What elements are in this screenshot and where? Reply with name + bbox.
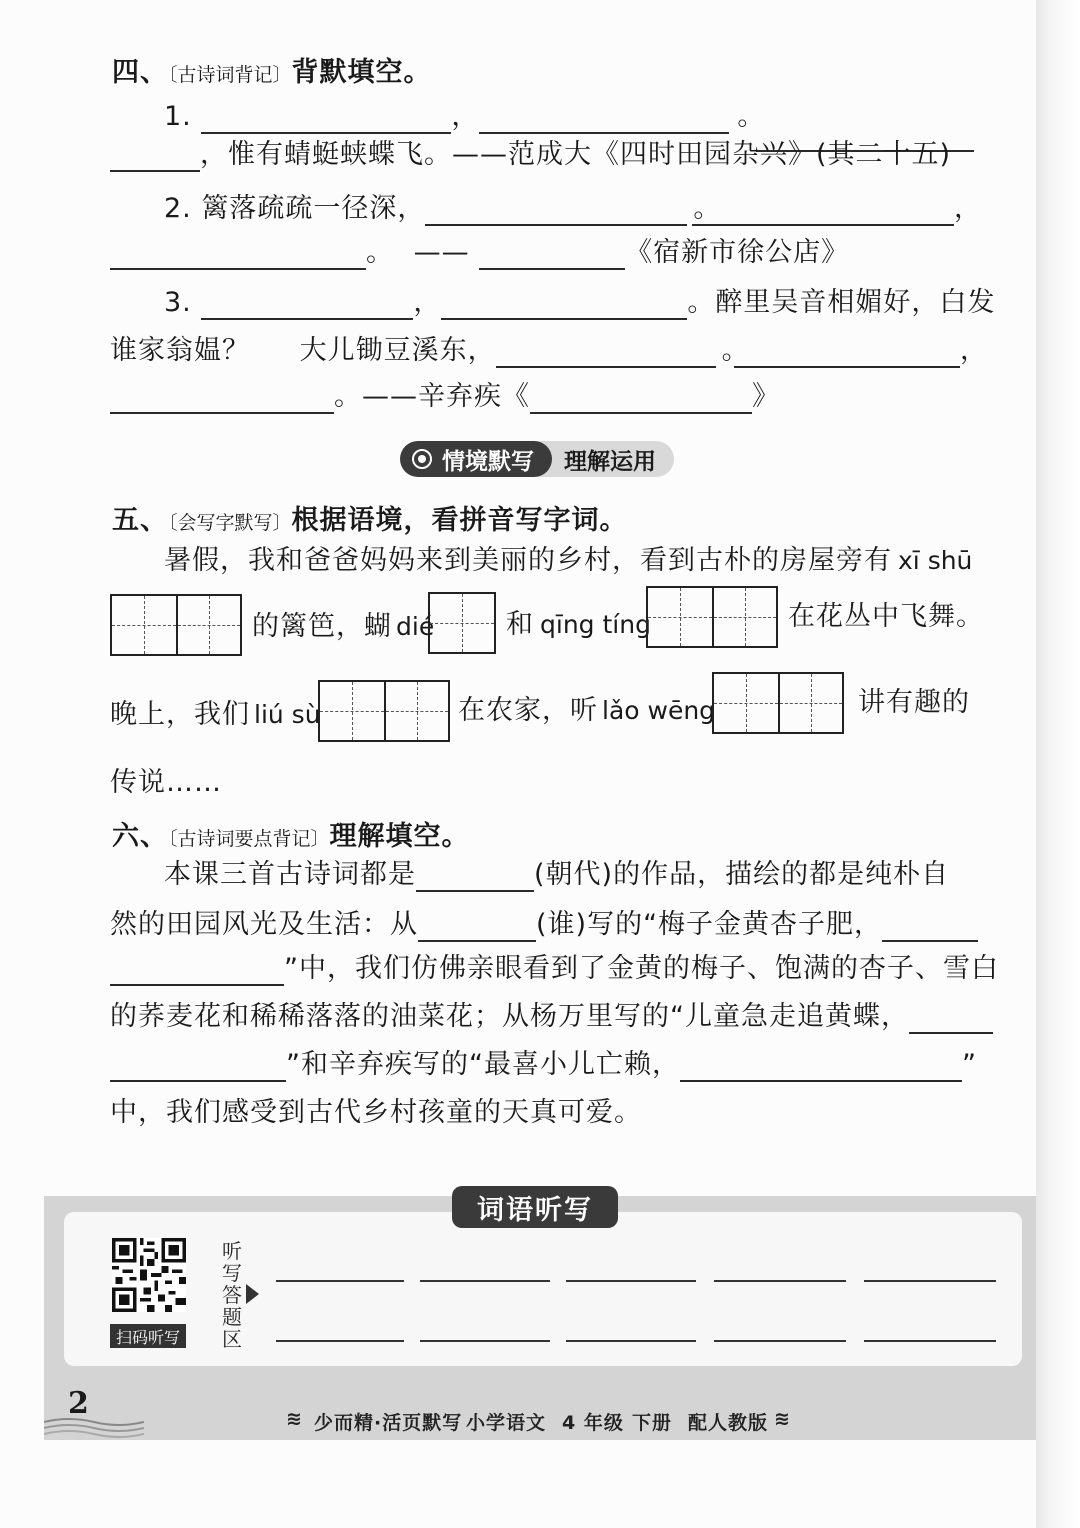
page-number: 2 <box>68 1386 89 1421</box>
blank-q3-d[interactable] <box>734 340 960 368</box>
q3-line3: 。——辛弃疾《 》 <box>110 380 780 414</box>
q3-line2: 谁家翁媪？ 大儿锄豆溪东， 。 <box>110 335 750 366</box>
sec6-line3: ”中，我们仿佛亲眼看到了金黄的梅子、饱满的杏子、雪白 <box>110 952 999 986</box>
answer-line[interactable] <box>420 1340 550 1342</box>
text-huacong: 在花丛中飞舞。 <box>788 601 984 632</box>
sec6-line4: 的荞麦花和稀稀落落的油菜花；从杨万里写的“儿童急走追黄蝶， <box>110 1000 993 1034</box>
text-nongjia: 在农家，听 lǎo wēng <box>458 695 716 726</box>
blank-q3-c[interactable] <box>496 340 716 368</box>
footer-grade: 4 年级 <box>562 1412 624 1434</box>
grid-laoweng[interactable] <box>712 672 844 734</box>
grid-die[interactable] <box>428 592 496 654</box>
q1-line2: ，惟有蜻蜓蛱蝶飞。——范成大《四时田园杂兴》(其二十五) <box>110 138 951 172</box>
answer-line[interactable] <box>276 1340 404 1342</box>
blank-huangdie-a[interactable] <box>909 1006 993 1034</box>
footer-edition: 配人教版 <box>688 1412 769 1434</box>
blank-q2-c[interactable] <box>110 242 366 270</box>
blank-q3-e[interactable] <box>110 386 334 414</box>
blank-q3-title[interactable] <box>530 386 752 414</box>
q1-line1: 1. ， 。 <box>164 101 766 132</box>
answer-line[interactable] <box>714 1280 846 1282</box>
triangle-arrow-icon <box>246 1284 259 1304</box>
text-jiang: 讲有趣的 <box>858 687 970 718</box>
qr-code-icon[interactable] <box>112 1238 186 1312</box>
section-4-tag: 〔古诗词背记〕 <box>168 64 292 86</box>
text-chuanshuo: 传说…… <box>110 767 222 798</box>
banner-dark-tab: 情境默写 <box>400 441 552 477</box>
blank-who[interactable] <box>418 914 536 942</box>
blank-q2-poet[interactable] <box>479 242 625 270</box>
footer-wave-right-icon: ≋ <box>774 1408 791 1430</box>
footer-series: 少而精·活页默写 <box>314 1412 463 1434</box>
blank-wanglai[interactable] <box>680 1054 962 1082</box>
dictation-side-label: 听写答题区 <box>222 1239 242 1351</box>
banner-light-tab: 理解运用 <box>532 441 674 477</box>
blank-huangdie-b[interactable] <box>110 1054 286 1082</box>
blank-q1-c-cont[interactable] <box>110 144 200 172</box>
medal-icon <box>412 449 432 469</box>
footer-wave-left-icon: ≋ <box>286 1408 303 1430</box>
pinyin-xishu: xī shū <box>898 546 973 575</box>
sec6-line2: 然的田园风光及生活：从 (谁)写的“梅子金黄杏子肥， <box>110 908 978 942</box>
answer-line[interactable] <box>566 1340 696 1342</box>
blank-dynasty[interactable] <box>416 864 534 892</box>
section-6-tag: 〔古诗词要点背记〕 <box>168 828 330 850</box>
grid-qingting[interactable] <box>646 586 778 648</box>
blank-q3-a[interactable] <box>201 292 413 320</box>
answer-line[interactable] <box>420 1280 550 1282</box>
section-6-heading: 六、〔古诗词要点背记〕理解填空。 <box>112 821 470 852</box>
wave-decoration-icon <box>44 1408 144 1440</box>
text-he: 和 qīng tíng <box>506 609 651 640</box>
blank-q2-a[interactable] <box>425 198 687 226</box>
answer-line[interactable] <box>276 1280 404 1282</box>
q2-line2: 。 —— 《宿新市徐公店》 <box>110 236 849 270</box>
blank-q2-b[interactable] <box>692 198 954 226</box>
dictation-title: 词语听写 <box>452 1186 618 1228</box>
sec5-paragraph-line1: 暑假，我和爸爸妈妈来到美丽的乡村，看到古朴的房屋旁有 xī shū <box>164 545 973 576</box>
sec6-line6: 中，我们感受到古代乡村孩童的天真可爱。 <box>110 1097 642 1128</box>
q3-line2-trailing: ， <box>734 334 988 368</box>
blank-q3-b[interactable] <box>441 292 687 320</box>
answer-line[interactable] <box>864 1340 996 1342</box>
section-4-heading: 四、〔古诗词背记〕背默填空。 <box>112 57 432 88</box>
text-wanshang: 晚上，我们 liú sù <box>110 699 321 730</box>
footer-subject: 小学语文 <box>466 1412 547 1434</box>
page-edge-shadow <box>1036 0 1080 1528</box>
answer-line[interactable] <box>714 1340 846 1342</box>
blank-q1-a[interactable] <box>201 106 451 134</box>
section-5-heading: 五、〔会写字默写〕根据语境，看拼音写字词。 <box>112 505 628 536</box>
section-5-tag: 〔会写字默写〕 <box>168 512 292 534</box>
answer-line[interactable] <box>566 1280 696 1282</box>
q2-line1: 2. 篱落疏疏一径深， 。 <box>164 193 722 224</box>
footer-volume: 下册 <box>632 1412 673 1434</box>
sec6-line1: 本课三首古诗词都是 (朝代)的作品，描绘的都是纯朴自 <box>164 859 950 890</box>
q3-line1: 3. ， 。醉里吴音相媚好，白发 <box>164 287 996 318</box>
sec6-line5: ”和辛弃疾写的“最喜小儿亡赖， ” <box>110 1048 977 1082</box>
text-libazi: 的篱笆，蝴 dié <box>252 611 435 642</box>
blank-meizi-a[interactable] <box>882 914 978 942</box>
grid-liusu[interactable] <box>318 680 450 742</box>
qr-scan-label[interactable]: 扫码听写 <box>110 1324 186 1348</box>
answer-line[interactable] <box>864 1280 996 1282</box>
dictation-answer-box <box>64 1212 1022 1366</box>
q2-line1-trailing: ， <box>692 192 982 226</box>
grid-xishu[interactable] <box>110 594 242 656</box>
section-banner <box>400 441 674 477</box>
blank-q1-b[interactable] <box>479 106 729 134</box>
blank-meizi-b[interactable] <box>110 958 284 986</box>
